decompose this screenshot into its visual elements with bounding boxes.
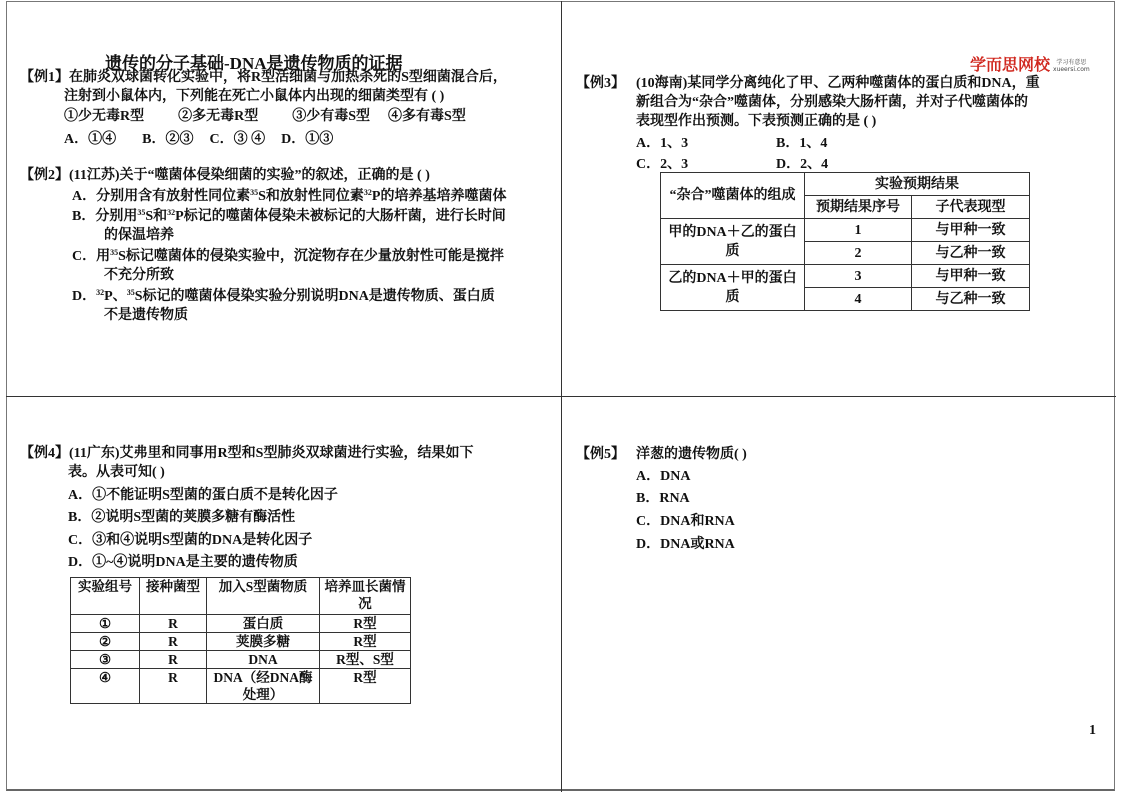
table-cell: ③: [71, 651, 140, 669]
q2-label: 【例2】: [20, 168, 69, 183]
table-cell: ①: [71, 615, 140, 633]
horizontal-divider: [6, 396, 1116, 397]
q5-option[interactable]: C．DNA和RNA: [636, 514, 735, 529]
q4-line2: 表。从表可知( ): [68, 465, 165, 480]
table-cell: 与甲种一致: [912, 219, 1030, 242]
table-cell: DNA（经DNA酶处理）: [207, 669, 320, 704]
page-number: 1: [1089, 723, 1096, 738]
table-cell: ④: [71, 669, 140, 704]
q3-option[interactable]: A．1、3: [636, 136, 689, 151]
table-header: 培养皿长菌情况: [320, 578, 411, 615]
q3-option[interactable]: B．1、4: [776, 136, 828, 151]
q1-option[interactable]: B．②③: [142, 132, 194, 147]
q3-option[interactable]: C．2、3: [636, 157, 689, 172]
table-cell: 甲的DNA＋乙的蛋白质: [661, 219, 805, 265]
table-cell: R: [140, 633, 207, 651]
q1-option[interactable]: C．③ ④: [209, 132, 266, 147]
q1-item: ①少无毒R型: [64, 109, 145, 124]
q1-items: [64, 107, 466, 127]
q1-item: ④多有毒S型: [388, 109, 466, 124]
table-cell: R: [140, 615, 207, 633]
q1-option[interactable]: A．①④: [64, 132, 117, 147]
table-cell: 2: [805, 242, 912, 265]
table-row: [71, 633, 411, 651]
logo-tagline: 学习有意思: [1056, 59, 1087, 67]
table-row: [71, 651, 411, 669]
table-cell: 1: [805, 219, 912, 242]
q4-option[interactable]: D．①~④说明DNA是主要的遗传物质: [68, 555, 298, 570]
table-cell: 与乙种一致: [912, 288, 1030, 311]
logo-text: 学而思网校: [970, 55, 1051, 74]
table-cell: 与乙种一致: [912, 242, 1030, 265]
slide-title: 遗传的分子基础-DNA是遗传物质的证据: [105, 54, 403, 73]
q2-option-d[interactable]: D．$^{32}$P、$^{35}$S标记的噬菌体侵染实验分别说明DNA是遗传物质、蛋白质: [72, 288, 495, 304]
table-cell: 乙的DNA＋甲的蛋白质: [661, 265, 805, 311]
table-cell: 与甲种一致: [912, 265, 1030, 288]
table-cell: R: [140, 651, 207, 669]
q2-option-c-cont: 不充分所致: [104, 268, 174, 283]
q5-stem: 洋葱的遗传物质( ): [636, 447, 747, 462]
q1-label: 【例1】: [20, 70, 69, 85]
q1-options: [64, 130, 333, 150]
table-row: [661, 265, 1030, 288]
table-cell: R型: [320, 633, 411, 651]
q5-option[interactable]: D．DNA或RNA: [636, 537, 735, 552]
q1-item: ③少有毒S型: [292, 109, 371, 124]
q2-stem: (11江苏)关于“噬菌体侵染细菌的实验”的叙述，正确的是 ( ): [69, 168, 430, 183]
q4-option[interactable]: C．③和④说明S型菌的DNA是转化因子: [68, 533, 313, 548]
q4-label: 【例4】: [20, 446, 69, 461]
q5-option[interactable]: A．DNA: [636, 469, 691, 484]
table-header: 实验预期结果: [805, 173, 1030, 196]
table-row: [661, 219, 1030, 242]
table-cell: R型、S型: [320, 651, 411, 669]
table-row: [71, 669, 411, 704]
q5-label: 【例5】: [576, 447, 625, 462]
table-header: “杂合”噬菌体的组成: [661, 173, 805, 219]
q1-item: ②多无毒R型: [178, 109, 259, 124]
q3-option[interactable]: D．2、4: [776, 157, 829, 172]
table-cell: ②: [71, 633, 140, 651]
table-cell: R: [140, 669, 207, 704]
q1-line1: 在肺炎双球菌转化实验中，将R型活细菌与加热杀死的S型细菌混合后，: [69, 70, 507, 85]
table-cell: 蛋白质: [207, 615, 320, 633]
q3-label: 【例3】: [576, 76, 625, 91]
q3-line2: 新组合为“杂合”噬菌体，分别感染大肠杆菌，并对子代噬菌体的: [636, 95, 1028, 110]
brand-logo: [970, 52, 1090, 75]
table-header: 接种菌型: [140, 578, 207, 615]
q4-table: [70, 577, 411, 704]
q4-option[interactable]: A．①不能证明S型菌的蛋白质不是转化因子: [68, 488, 338, 503]
table-cell: 3: [805, 265, 912, 288]
q3-line3: 表现型作出预测。下表预测正确的是 ( ): [636, 114, 877, 129]
table-cell: 4: [805, 288, 912, 311]
q2-option-d-cont: 不是遗传物质: [104, 308, 188, 323]
q1-option[interactable]: D．①③: [281, 132, 334, 147]
table-header: 预期结果序号: [805, 196, 912, 219]
q2-option-b-cont: 的保温培养: [104, 228, 174, 243]
q5-option[interactable]: B．RNA: [636, 491, 690, 506]
q1-line2: 注射到小鼠体内，下列能在死亡小鼠体内出现的细菌类型有 ( ): [64, 89, 445, 104]
q2-option-a[interactable]: A．分别用含有放射性同位素$^{35}$S和放射性同位素$^{32}$P的培养基培养噬菌体: [72, 188, 507, 204]
q2-option-c[interactable]: C．用$^{35}$S标记噬菌体的侵染实验中，沉淀物存在少量放射性可能是搅拌: [72, 248, 504, 264]
q4-line1: (11广东)艾弗里和同事用R型和S型肺炎双球菌进行实验，结果如下: [69, 446, 474, 461]
table-header: 实验组号: [71, 578, 140, 615]
table-header: 子代表现型: [912, 196, 1030, 219]
table-header: 加入S型菌物质: [207, 578, 320, 615]
table-cell: R型: [320, 669, 411, 704]
table-cell: DNA: [207, 651, 320, 669]
table-cell: 荚膜多糖: [207, 633, 320, 651]
q2-option-b[interactable]: B．分别用$^{35}$S和$^{32}$P标记的噬菌体侵染未被标记的大肠杆菌，进行长时间: [72, 208, 506, 224]
table-cell: R型: [320, 615, 411, 633]
q3-table: [660, 172, 1030, 311]
q4-option[interactable]: B．②说明S型菌的荚膜多糖有酶活性: [68, 510, 296, 525]
q3-line1: (10海南)某同学分离纯化了甲、乙两种噬菌体的蛋白质和DNA，重: [636, 76, 1040, 91]
logo-url: xueersi.com: [1053, 66, 1090, 74]
table-row: [71, 615, 411, 633]
